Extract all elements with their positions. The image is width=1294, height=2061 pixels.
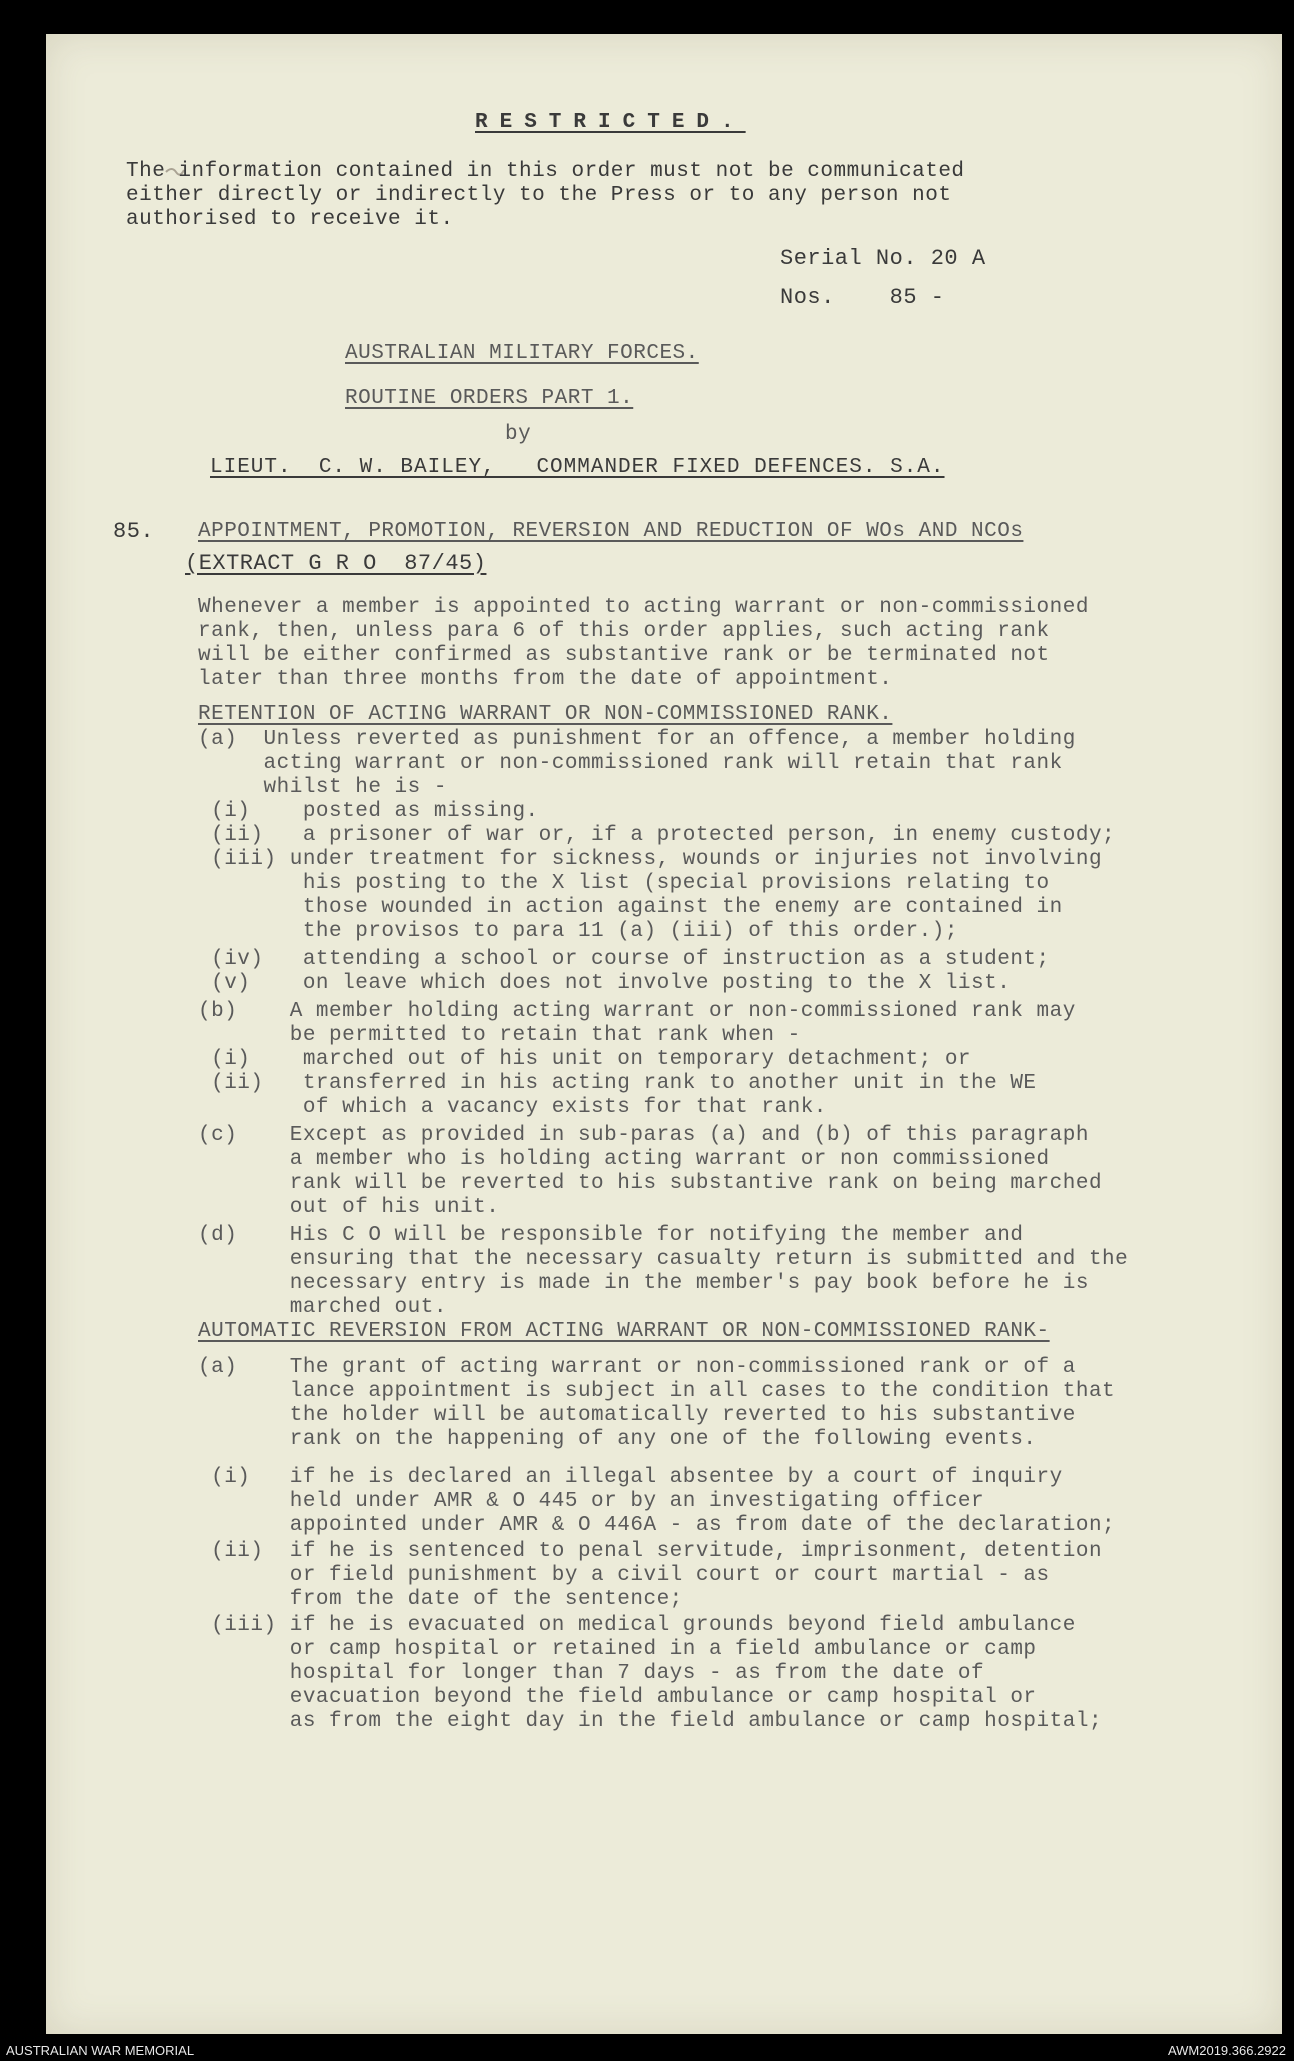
retention-heading: RETENTION OF ACTING WARRANT OR NON-COMMISSIONED RANK. [198, 703, 893, 726]
retention-line: necessary entry is made in the member's pay book before he is [198, 1272, 1089, 1295]
automatic-line: (ii) if he is sentenced to penal servitude, imprisonment, detention [198, 1540, 1103, 1563]
order-heading: APPOINTMENT, PROMOTION, REVERSION AND REDUCTION OF WOs AND NCOs [198, 520, 1024, 543]
retention-line: (iv) attending a school or course of instruction as a student; [198, 948, 1050, 971]
retention-line: (b) A member holding acting warrant or non-commissioned rank may [198, 1000, 1076, 1023]
title-by: by [505, 423, 532, 446]
intro-line: Whenever a member is appointed to acting warrant or non-commissioned [198, 596, 1089, 619]
notice-line: either directly or indirectly to the Press or to any person not [126, 184, 952, 207]
automatic-line: lance appointment is subject in all cases to the condition that [198, 1380, 1116, 1403]
title-forces: AUSTRALIAN MILITARY FORCES. [345, 342, 699, 365]
retention-line: of which a vacancy exists for that rank. [198, 1096, 827, 1119]
automatic-line: as from the eight day in the field ambulance or camp hospital; [198, 1710, 1103, 1733]
title-routine-orders: ROUTINE ORDERS PART 1. [345, 387, 634, 410]
automatic-line: the holder will be automatically reverted to his substantive [198, 1404, 1076, 1427]
automatic-line: held under AMR & O 445 or by an investigating officer [198, 1490, 985, 1513]
automatic-line: from the date of the sentence; [198, 1588, 683, 1611]
retention-line: the provisos to para 11 (a) (iii) of this order.); [198, 920, 958, 943]
retention-line: those wounded in action against the enemy are contained in [198, 896, 1063, 919]
order-nos: Nos. 85 - [780, 285, 945, 310]
title-commander: LIEUT. C. W. BAILEY, COMMANDER FIXED DEFENCES. S.A. [210, 456, 945, 479]
automatic-line: or field punishment by a civil court or court martial - as [198, 1564, 1050, 1587]
retention-line: (v) on leave which does not involve posting to the X list. [198, 972, 1011, 995]
automatic-line: appointed under AMR & O 446A - as from date of the declaration; [198, 1514, 1116, 1537]
automatic-line: hospital for longer than 7 days - as from the date of [198, 1662, 985, 1685]
archive-footer [0, 2040, 1294, 2061]
serial-number: Serial No. 20 A [780, 246, 986, 271]
intro-line: rank, then, unless para 6 of this order applies, such acting rank [198, 620, 1050, 643]
automatic-line: (a) The grant of acting warrant or non-commissioned rank or of a [198, 1356, 1076, 1379]
notice-line: authorised to receive it. [126, 208, 454, 231]
retention-line: (c) Except as provided in sub-paras (a) and (b) of this paragraph [198, 1124, 1089, 1147]
retention-line: (i) posted as missing. [198, 800, 539, 823]
archive-reference: AWM2019.366.2922 [1167, 2043, 1286, 2058]
retention-line: out of his unit. [198, 1196, 500, 1219]
automatic-line: evacuation beyond the field ambulance or camp hospital or [198, 1686, 1037, 1709]
automatic-line: or camp hospital or retained in a field ambulance or camp [198, 1638, 1037, 1661]
automatic-line: (i) if he is declared an illegal absentee by a court of inquiry [198, 1466, 1063, 1489]
archive-credit: AUSTRALIAN WAR MEMORIAL [6, 2043, 195, 2058]
retention-line: be permitted to retain that rank when - [198, 1024, 801, 1047]
automatic-line: (iii) if he is evacuated on medical grounds beyond field ambulance [198, 1614, 1076, 1637]
retention-line: (iii) under treatment for sickness, wounds or injuries not involving [198, 848, 1103, 871]
automatic-reversion-heading: AUTOMATIC REVERSION FROM ACTING WARRANT OR NON-COMMISSIONED RANK- [198, 1320, 1050, 1343]
retention-line: a member who is holding acting warrant or non commissioned [198, 1148, 1050, 1171]
retention-line: (ii) transferred in his acting rank to another unit in the WE [198, 1072, 1037, 1095]
intro-line: later than three months from the date of appointment. [198, 668, 893, 691]
retention-line: (ii) a prisoner of war or, if a protected person, in enemy custody; [198, 824, 1116, 847]
order-number: 85. [113, 519, 155, 544]
automatic-line: rank on the happening of any one of the following events. [198, 1428, 1037, 1451]
retention-line: his posting to the X list (special provisions relating to [198, 872, 1050, 895]
retention-line: whilst he is - [198, 776, 447, 799]
classification-heading: RESTRICTED. [475, 111, 746, 134]
intro-line: will be either confirmed as substantive rank or be terminated not [198, 644, 1050, 667]
retention-line: (i) marched out of his unit on temporary detachment; or [198, 1048, 972, 1071]
retention-line: (d) His C O will be responsible for notifying the member and [198, 1224, 1024, 1247]
retention-line: acting warrant or non-commissioned rank will retain that rank [198, 752, 1063, 775]
retention-line: ensuring that the necessary casualty return is submitted and the [198, 1248, 1129, 1271]
retention-line: marched out. [198, 1296, 447, 1319]
notice-line: The information contained in this order must not be communicated [126, 160, 965, 183]
retention-line: (a) Unless reverted as punishment for an offence, a member holding [198, 728, 1076, 751]
order-extract: (EXTRACT G R O 87/45) [185, 551, 487, 576]
retention-line: rank will be reverted to his substantive rank on being marched [198, 1172, 1103, 1195]
